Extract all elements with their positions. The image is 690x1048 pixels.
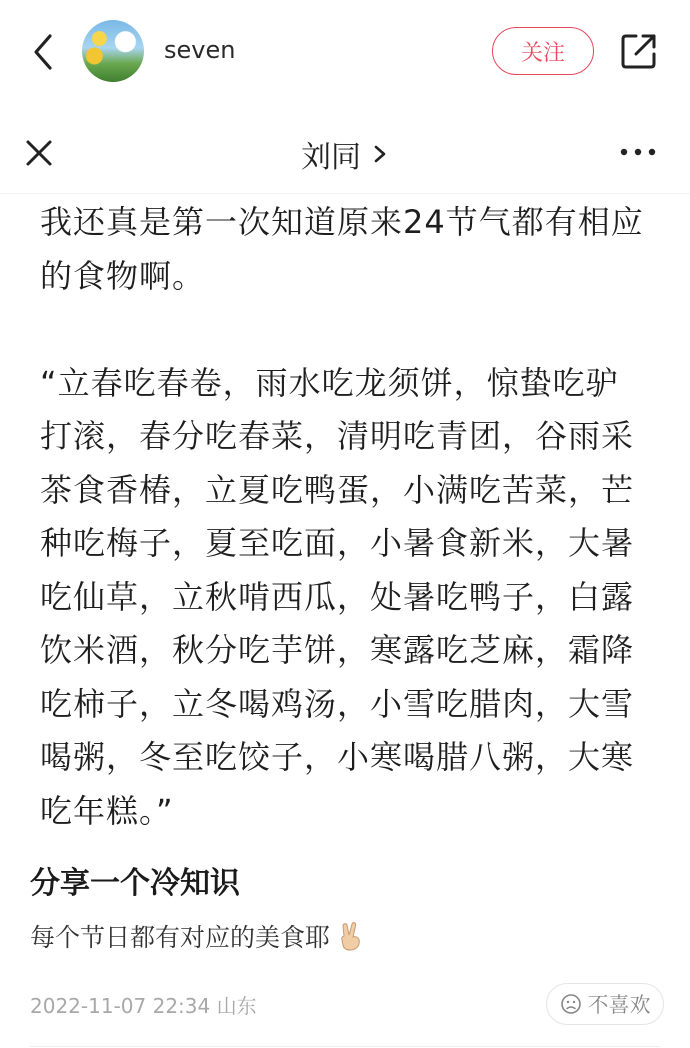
- chevron-right-icon: [371, 139, 389, 169]
- share-out-icon: [618, 30, 660, 72]
- topic-title: 刘同: [301, 140, 361, 175]
- post-meta: 2022-11-07 22:34 山东: [30, 994, 257, 1018]
- note-body-text: 每个节日都有对应的美食耶: [30, 923, 331, 952]
- username[interactable]: seven: [164, 36, 236, 64]
- divider: [30, 1046, 660, 1047]
- share-button[interactable]: [618, 30, 660, 72]
- more-icon: [616, 138, 660, 166]
- sad-face-icon: [560, 993, 582, 1015]
- avatar[interactable]: [82, 20, 144, 82]
- topic-title-link[interactable]: [0, 132, 690, 176]
- note-body: [30, 918, 366, 954]
- dislike-label: 不喜欢: [587, 993, 651, 1017]
- post-quote-text: 我还真是第一次知道原来24节气都有相应 的食物啊。 “立春吃春卷，雨水吃龙须饼，惊蛰吃驴 打滚，春分吃春菜，清明吃青团，谷雨采 茶食香椿，立夏吃鸭蛋，小满吃苦菜，芒 种吃梅子，夏至吃面，小暑食新米，大暑 吃仙草，立秋啃西瓜，处暑吃鸭子，白露 饮米酒，秋分吃芋饼，寒露吃芝麻，霜降 吃柿子，立冬喝鸡汤，小雪吃腊肉，大雪 喝粥，冬至吃饺子，小寒喝腊八粥，大寒 吃年糕。”: [40, 203, 644, 830]
- dislike-button[interactable]: [546, 983, 664, 1025]
- sub-header: [0, 118, 690, 188]
- top-bar: [0, 0, 690, 105]
- victory-hand-icon: [334, 920, 366, 952]
- follow-button[interactable]: 关注: [492, 27, 594, 75]
- chevron-left-icon: [22, 28, 66, 76]
- back-button[interactable]: [22, 28, 66, 76]
- divider: [0, 193, 690, 194]
- more-button[interactable]: [616, 138, 660, 166]
- note-title: 分享一个冷知识: [30, 866, 240, 901]
